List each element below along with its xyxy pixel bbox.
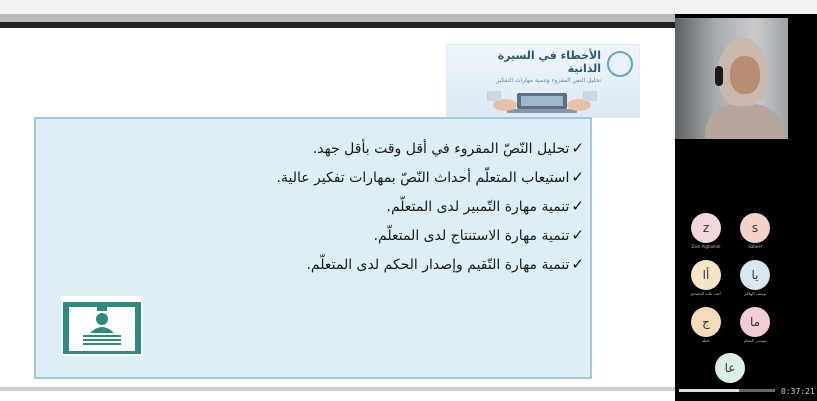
participant-avatar[interactable]: عا bbox=[715, 353, 745, 383]
playback-progress[interactable] bbox=[679, 389, 775, 392]
participant-name: أحمد عابد الحميدي bbox=[690, 291, 722, 296]
presenter-video[interactable] bbox=[675, 18, 788, 139]
presenter-face bbox=[730, 56, 760, 94]
participant-avatar[interactable]: s bbox=[740, 213, 770, 243]
playback-time: 0:37:21 bbox=[781, 387, 815, 396]
list-item bbox=[144, 224, 584, 253]
participant-name: موسى المعلم bbox=[743, 338, 767, 343]
participant-name: يوسف الهلالي bbox=[743, 291, 767, 296]
participant-name: جليلة bbox=[701, 338, 711, 343]
participant-avatar[interactable]: z bbox=[691, 213, 721, 243]
id-card-frame bbox=[63, 302, 141, 354]
presentation-slide bbox=[0, 28, 675, 383]
participant-avatar[interactable]: يا bbox=[740, 260, 770, 290]
window-top-bar bbox=[0, 0, 817, 14]
objective-text: تنمية مهارة الاستنتاج لدى المتعلّم. bbox=[373, 228, 570, 244]
slide-banner-image bbox=[446, 44, 640, 118]
list-item bbox=[144, 166, 584, 195]
list-item bbox=[144, 195, 584, 224]
presenter-body bbox=[705, 104, 783, 139]
participant-avatar[interactable]: ما bbox=[740, 307, 770, 337]
id-card-icon bbox=[69, 307, 135, 351]
objective-text: تنمية مهارة التّقيم وإصدار الحكم لدى المتعلّم. bbox=[306, 257, 570, 273]
check-icon: ✓ bbox=[571, 197, 584, 215]
check-icon: ✓ bbox=[571, 226, 584, 244]
banner-title: الأخطاء في السيرة الذاتية bbox=[497, 49, 601, 75]
participant-avatar[interactable]: أا bbox=[691, 260, 721, 290]
laptop-hands-icon bbox=[487, 89, 597, 115]
objective-text: استيعاب المتعلّم أحداث النّصّ بمهارات تفكير عالية. bbox=[276, 170, 570, 186]
slide-scrollbar[interactable] bbox=[0, 387, 675, 391]
headphone-icon bbox=[715, 66, 723, 86]
objective-text: تحليل النّصّ المقروء في أقل وقت بأقل جهد. bbox=[312, 141, 570, 157]
list-item bbox=[144, 253, 584, 282]
participant-avatar[interactable]: ج bbox=[691, 307, 721, 337]
check-icon: ✓ bbox=[571, 168, 584, 186]
id-card-illustration bbox=[60, 295, 144, 357]
banner-logo-icon bbox=[607, 51, 633, 77]
participant-name: Zain Alghamdi bbox=[691, 244, 721, 249]
objectives-box bbox=[34, 117, 592, 379]
check-icon: ✓ bbox=[571, 255, 584, 273]
objectives-list bbox=[144, 137, 584, 282]
participant-name: Sabeel bbox=[748, 244, 762, 249]
check-icon: ✓ bbox=[571, 139, 584, 157]
slide-top-strip bbox=[0, 14, 675, 22]
objective-text: تنمية مهارة التّمبير لدى المتعلّم. bbox=[386, 199, 570, 215]
list-item bbox=[144, 137, 584, 166]
banner-subtitle: تحليل النص المقروء وتنمية مهارات التفكير bbox=[496, 77, 601, 84]
playback-progress-fill bbox=[679, 389, 739, 392]
video-panel bbox=[675, 14, 817, 401]
